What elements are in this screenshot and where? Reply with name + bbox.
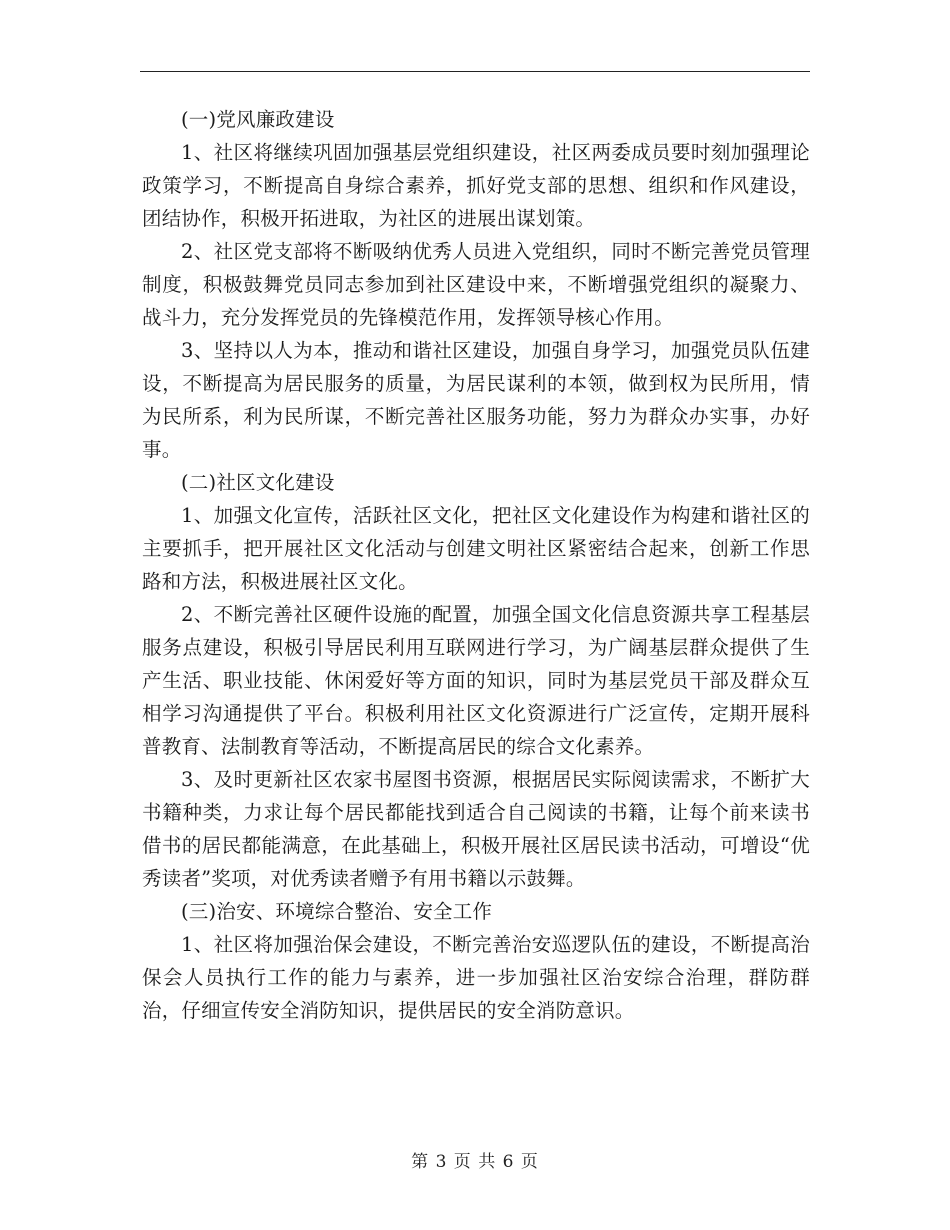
paragraph: 3、坚持以人为本，推动和谐社区建设，加强自身学习，加强党员队伍建设，不断提高为居民服务的质量，为居民谋利的本领，做到权为民所用，情为民所系，利为民所谋，不断完善社区服务功能，努力为群众办实事，办好事。 — [142, 339, 810, 461]
paragraph: 2、不断完善社区硬件设施的配置，加强全国文化信息资源共享工程基层服务点建设，积极引导居民利用互联网进行学习，为广阔基层群众提供了生产生活、职业技能、休闲爱好等方面的知识，同时为基层党员干部及群众互相学习沟通提供了平台。积极利用社区文化资源进行广泛宣传，定期开展科普教育、法制教育等活动，不断提高居民的综合文化素养。 — [142, 603, 810, 758]
paragraph: 1、社区将加强治保会建设，不断完善治安巡逻队伍的建设，不断提高治保会人员执行工作的能力与素养，进一步加强社区治安综合治理，群防群治，仔细宣传安全消防知识，提供居民的安全消防意识。 — [142, 933, 810, 1022]
paragraph: 3、及时更新社区农家书屋图书资源，根据居民实际阅读需求，不断扩大书籍种类，力求让每个居民都能找到适合自己阅读的书籍，让每个前来读书借书的居民都能满意，在此基础上，积极开展社区居民读书活动，可增设“优秀读者”奖项，对优秀读者赠予有用书籍以示鼓舞。 — [142, 768, 810, 890]
paragraph: 1、社区将继续巩固加强基层党组织建设，社区两委成员要时刻加强理论政策学习，不断提高自身综合素养，抓好党支部的思想、组织和作风建设，团结协作，积极开拓进取，为社区的进展出谋划策。 — [142, 141, 810, 230]
page-number-footer: 第 3 页 共 6 页 — [411, 1152, 539, 1172]
paragraph: 1、加强文化宣传，活跃社区文化，把社区文化建设作为构建和谐社区的主要抓手，把开展社区文化活动与创建文明社区紧密结合起来，创新工作思路和方法，积极进展社区文化。 — [142, 504, 810, 593]
section-heading: (三)治安、环境综合整治、安全工作 — [181, 900, 493, 923]
header-rule — [140, 71, 810, 72]
section-heading: (一)党风廉政建设 — [181, 108, 335, 131]
paragraph: 2、社区党支部将不断吸纳优秀人员进入党组织，同时不断完善党员管理制度，积极鼓舞党员同志参加到社区建设中来，不断增强党组织的凝聚力、战斗力，充分发挥党员的先锋模范作用，发挥领导核心作用。 — [142, 240, 810, 329]
section-heading: (二)社区文化建设 — [181, 471, 335, 494]
document-body — [142, 103, 810, 1027]
